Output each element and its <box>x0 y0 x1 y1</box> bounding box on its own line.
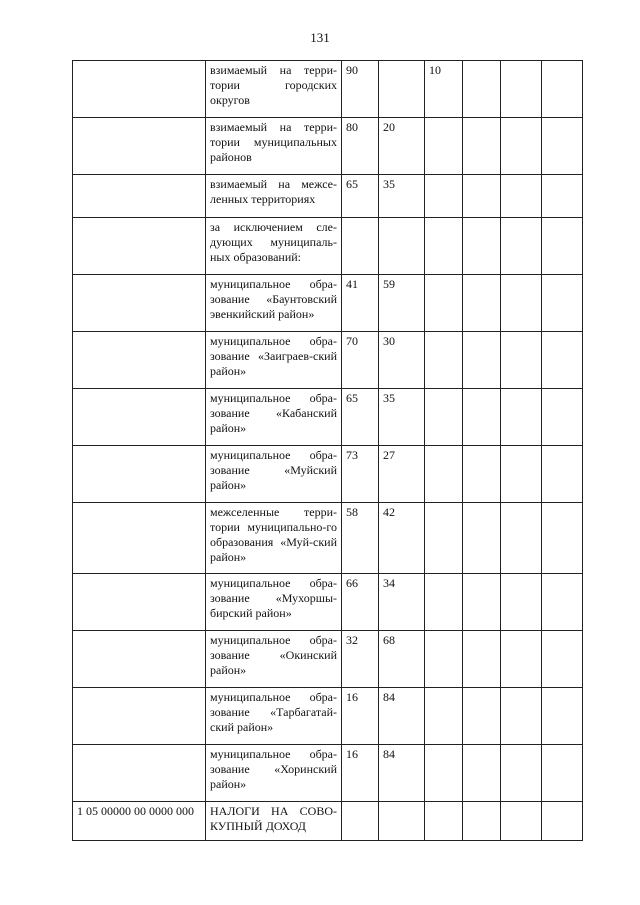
row-code <box>73 118 206 175</box>
row-value-2: 84 <box>379 688 425 745</box>
row-value-5 <box>501 446 542 503</box>
row-value-3 <box>425 218 463 275</box>
row-value-3 <box>425 275 463 332</box>
row-description: НАЛОГИ НА СОВО-КУПНЫЙ ДОХОД <box>206 802 342 841</box>
row-value-4 <box>463 688 501 745</box>
row-value-1: 41 <box>342 275 379 332</box>
table-row <box>73 574 583 631</box>
row-value-2: 59 <box>379 275 425 332</box>
row-value-4 <box>463 61 501 118</box>
row-value-5 <box>501 218 542 275</box>
row-value-2: 35 <box>379 175 425 218</box>
row-value-1: 65 <box>342 389 379 446</box>
row-value-3 <box>425 688 463 745</box>
row-value-1: 66 <box>342 574 379 631</box>
row-value-5 <box>501 389 542 446</box>
row-value-6 <box>542 61 583 118</box>
row-description: муниципальное обра-зование «Окинский район» <box>206 631 342 688</box>
row-value-6 <box>542 275 583 332</box>
row-value-4 <box>463 631 501 688</box>
row-value-1: 80 <box>342 118 379 175</box>
row-value-1: 70 <box>342 332 379 389</box>
row-value-4 <box>463 118 501 175</box>
row-value-3 <box>425 332 463 389</box>
row-value-1 <box>342 802 379 841</box>
row-description: муниципальное обра-зование «Заиграев-ский район» <box>206 332 342 389</box>
row-value-1: 58 <box>342 503 379 574</box>
row-value-6 <box>542 389 583 446</box>
table-row <box>73 175 583 218</box>
row-value-2: 27 <box>379 446 425 503</box>
table-row <box>73 275 583 332</box>
row-value-3 <box>425 175 463 218</box>
table-row <box>73 446 583 503</box>
row-value-5 <box>501 118 542 175</box>
row-value-5 <box>501 802 542 841</box>
row-value-5 <box>501 631 542 688</box>
row-value-2 <box>379 218 425 275</box>
row-value-5 <box>501 61 542 118</box>
row-code <box>73 745 206 802</box>
row-description: муниципальное обра-зование «Мухоршы-бирский район» <box>206 574 342 631</box>
row-value-4 <box>463 175 501 218</box>
row-value-3 <box>425 802 463 841</box>
row-code <box>73 218 206 275</box>
row-value-1: 16 <box>342 745 379 802</box>
page-number: 131 <box>310 30 330 45</box>
row-value-4 <box>463 802 501 841</box>
row-value-6 <box>542 745 583 802</box>
row-description: муниципальное обра-зование «Муйский район» <box>206 446 342 503</box>
row-value-6 <box>542 218 583 275</box>
row-value-6 <box>542 503 583 574</box>
row-description: взимаемый на терри-тории городских округов <box>206 61 342 118</box>
row-value-6 <box>542 332 583 389</box>
row-code <box>73 631 206 688</box>
row-value-4 <box>463 332 501 389</box>
row-code <box>73 332 206 389</box>
row-value-5 <box>501 745 542 802</box>
row-value-2: 30 <box>379 332 425 389</box>
table-row <box>73 688 583 745</box>
row-value-4 <box>463 218 501 275</box>
row-value-1: 32 <box>342 631 379 688</box>
row-value-6 <box>542 631 583 688</box>
row-value-6 <box>542 802 583 841</box>
row-description: муниципальное обра-зование «Баунтовский эвенкийский район» <box>206 275 342 332</box>
row-value-2 <box>379 802 425 841</box>
row-code <box>73 275 206 332</box>
row-value-4 <box>463 389 501 446</box>
row-value-6 <box>542 688 583 745</box>
row-code <box>73 389 206 446</box>
row-value-2: 34 <box>379 574 425 631</box>
row-value-3 <box>425 118 463 175</box>
table-row <box>73 218 583 275</box>
row-value-1: 16 <box>342 688 379 745</box>
row-value-4 <box>463 745 501 802</box>
row-value-1: 65 <box>342 175 379 218</box>
row-description: муниципальное обра-зование «Тарбагатай-ский район» <box>206 688 342 745</box>
row-code <box>73 175 206 218</box>
row-value-3 <box>425 631 463 688</box>
table-row <box>73 802 583 841</box>
row-code <box>73 574 206 631</box>
table-row <box>73 745 583 802</box>
row-description: межселенные терри-тории муниципально-го образования «Муй-ский район» <box>206 503 342 574</box>
row-code <box>73 446 206 503</box>
row-value-3 <box>425 446 463 503</box>
row-value-5 <box>501 275 542 332</box>
table-row <box>73 118 583 175</box>
row-value-4 <box>463 275 501 332</box>
row-description: муниципальное обра-зование «Кабанский район» <box>206 389 342 446</box>
row-code <box>73 61 206 118</box>
row-value-5 <box>501 688 542 745</box>
row-value-4 <box>463 446 501 503</box>
row-value-3 <box>425 389 463 446</box>
row-code <box>73 688 206 745</box>
row-description: муниципальное обра-зование «Хоринский район» <box>206 745 342 802</box>
row-value-5 <box>501 503 542 574</box>
table-row <box>73 61 583 118</box>
row-value-2: 20 <box>379 118 425 175</box>
table-row <box>73 389 583 446</box>
table-row <box>73 332 583 389</box>
row-description: взимаемый на терри-тории муниципальных районов <box>206 118 342 175</box>
row-value-1 <box>342 218 379 275</box>
budget-distribution-table <box>72 60 583 841</box>
row-value-5 <box>501 332 542 389</box>
row-value-5 <box>501 574 542 631</box>
row-description: за исключением сле-дующих муниципаль-ных образований: <box>206 218 342 275</box>
row-value-3 <box>425 503 463 574</box>
row-value-1: 73 <box>342 446 379 503</box>
row-value-3 <box>425 574 463 631</box>
row-code <box>73 503 206 574</box>
row-code: 1 05 00000 00 0000 000 <box>73 802 206 841</box>
row-value-3 <box>425 745 463 802</box>
row-value-2: 42 <box>379 503 425 574</box>
table-row <box>73 631 583 688</box>
row-value-6 <box>542 446 583 503</box>
row-value-4 <box>463 503 501 574</box>
row-value-2 <box>379 61 425 118</box>
row-value-6 <box>542 574 583 631</box>
row-value-4 <box>463 574 501 631</box>
row-value-3: 10 <box>425 61 463 118</box>
row-description: взимаемый на межсе-ленных территориях <box>206 175 342 218</box>
row-value-1: 90 <box>342 61 379 118</box>
row-value-6 <box>542 118 583 175</box>
row-value-2: 35 <box>379 389 425 446</box>
table-row <box>73 503 583 574</box>
row-value-2: 84 <box>379 745 425 802</box>
row-value-6 <box>542 175 583 218</box>
row-value-5 <box>501 175 542 218</box>
row-value-2: 68 <box>379 631 425 688</box>
